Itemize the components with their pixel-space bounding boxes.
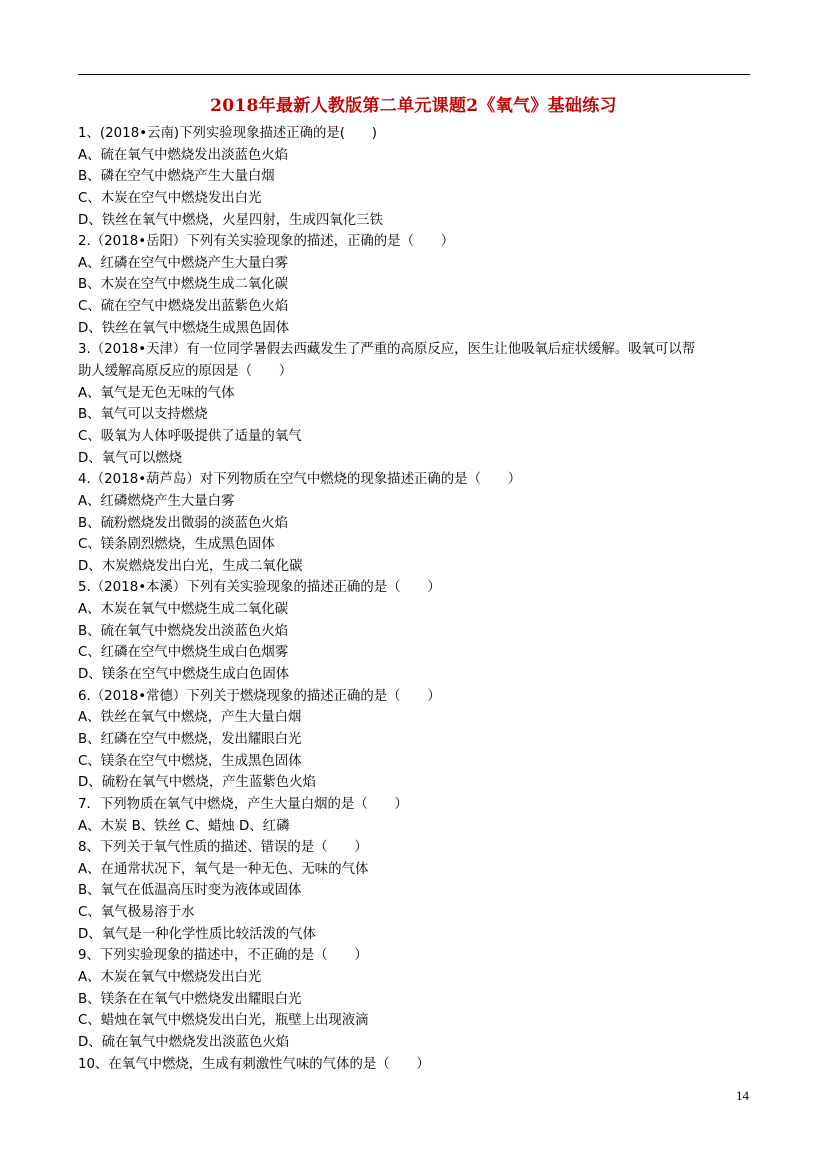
text-line: A、木炭 B、铁丝 C、蜡烛 D、红磷 bbox=[78, 818, 290, 834]
text-line: A、红磷在空气中燃烧产生大量白雾 bbox=[78, 255, 289, 271]
text-line: B、硫粉燃烧发出微弱的淡蓝色火焰 bbox=[78, 515, 289, 531]
text-line: 5.（2018•本溪）下列有关实验现象的描述正确的是（ ） bbox=[78, 580, 441, 596]
text-line: C、镁条在空气中燃烧，生成黑色固体 bbox=[78, 753, 302, 769]
text-line: A、硫在氧气中燃烧发出淡蓝色火焰 bbox=[78, 147, 289, 163]
text-line: 9、下列实验现象的描述中，不正确的是（ ） bbox=[78, 948, 368, 964]
text-line: 助人缓解高原反应的原因是（ ） bbox=[78, 364, 293, 380]
text-line: D、木炭燃烧发出白光，生成二氧化碳 bbox=[78, 558, 303, 574]
text-line: D、氧气可以燃烧 bbox=[78, 450, 183, 466]
question-list bbox=[78, 123, 768, 1075]
text-line: C、红磷在空气中燃烧生成白色烟雾 bbox=[78, 645, 289, 661]
text-line: 2.（2018•岳阳）下列有关实验现象的描述，正确的是（ ） bbox=[78, 234, 455, 250]
text-line: C、木炭在空气中燃烧发出白光 bbox=[78, 190, 262, 206]
document-title: 2018年最新人教版第二单元课题2《氧气》基础练习 bbox=[210, 96, 617, 116]
text-line: 3.（2018•天津）有一位同学暑假去西藏发生了严重的高原反应，医生让他吸氧后症状缓解。吸氧可以帮 bbox=[78, 342, 696, 358]
text-line: 6.（2018•常德）下列关于燃烧现象的描述正确的是（ ） bbox=[78, 688, 441, 704]
text-line: D、铁丝在氧气中燃烧，火星四射，生成四氧化三铁 bbox=[78, 212, 383, 228]
text-line: B、氧气在低温高压时变为液体或固体 bbox=[78, 883, 302, 899]
text-line: 1、(2018•云南)下列实验现象描述正确的是( ) bbox=[78, 126, 378, 141]
text-line: A、铁丝在氧气中燃烧，产生大量白烟 bbox=[78, 710, 302, 726]
text-line: D、氧气是一种化学性质比较活泼的气体 bbox=[78, 926, 316, 942]
text-line: A、红磷燃烧产生大量白雾 bbox=[78, 493, 235, 509]
text-line: A、在通常状况下，氧气是一种无色、无味的气体 bbox=[78, 861, 369, 877]
text-line: 10、在氧气中燃烧，生成有刺激性气味的气体的是（ ） bbox=[78, 1056, 430, 1072]
text-line: B、红磷在空气中燃烧，发出耀眼白光 bbox=[78, 731, 302, 747]
text-line: C、氧气极易溶于水 bbox=[78, 905, 195, 921]
text-line: B、氧气可以支持燃烧 bbox=[78, 407, 208, 423]
text-line: A、木炭在氧气中燃烧发出白光 bbox=[78, 969, 262, 985]
text-line: 7．下列物质在氧气中燃烧，产生大量白烟的是（ ） bbox=[78, 796, 408, 812]
text-line: A、木炭在氧气中燃烧生成二氧化碳 bbox=[78, 602, 289, 618]
text-line: B、木炭在空气中燃烧生成二氧化碳 bbox=[78, 277, 289, 293]
text-line: B、镁条在在氧气中燃烧发出耀眼白光 bbox=[78, 991, 302, 1007]
text-line: C、蜡烛在氧气中燃烧发出白光，瓶壁上出现液滴 bbox=[78, 1013, 369, 1029]
text-line: 4.（2018•葫芦岛）对下列物质在空气中燃烧的现象描述正确的是（ ） bbox=[78, 472, 522, 488]
text-line: B、硫在氧气中燃烧发出淡蓝色火焰 bbox=[78, 623, 289, 639]
text-line: D、镁条在空气中燃烧生成白色固体 bbox=[78, 667, 290, 683]
header-rule bbox=[78, 74, 750, 75]
page-number: 14 bbox=[736, 1088, 749, 1103]
text-line: C、镁条剧烈燃烧，生成黑色固体 bbox=[78, 537, 275, 553]
text-line: D、硫在氧气中燃烧发出淡蓝色火焰 bbox=[78, 1034, 290, 1050]
text-line: C、硫在空气中燃烧发出蓝紫色火焰 bbox=[78, 299, 289, 315]
text-line: D、铁丝在氧气中燃烧生成黑色固体 bbox=[78, 320, 290, 336]
text-line: C、吸氧为人体呼吸提供了适量的氧气 bbox=[78, 428, 302, 444]
text-line: A、氧气是无色无味的气体 bbox=[78, 385, 235, 401]
text-line: B、磷在空气中燃烧产生大量白烟 bbox=[78, 169, 275, 185]
text-line: D、硫粉在氧气中燃烧，产生蓝紫色火焰 bbox=[78, 775, 316, 791]
text-line: 8、下列关于氧气性质的描述、错误的是（ ） bbox=[78, 840, 368, 856]
